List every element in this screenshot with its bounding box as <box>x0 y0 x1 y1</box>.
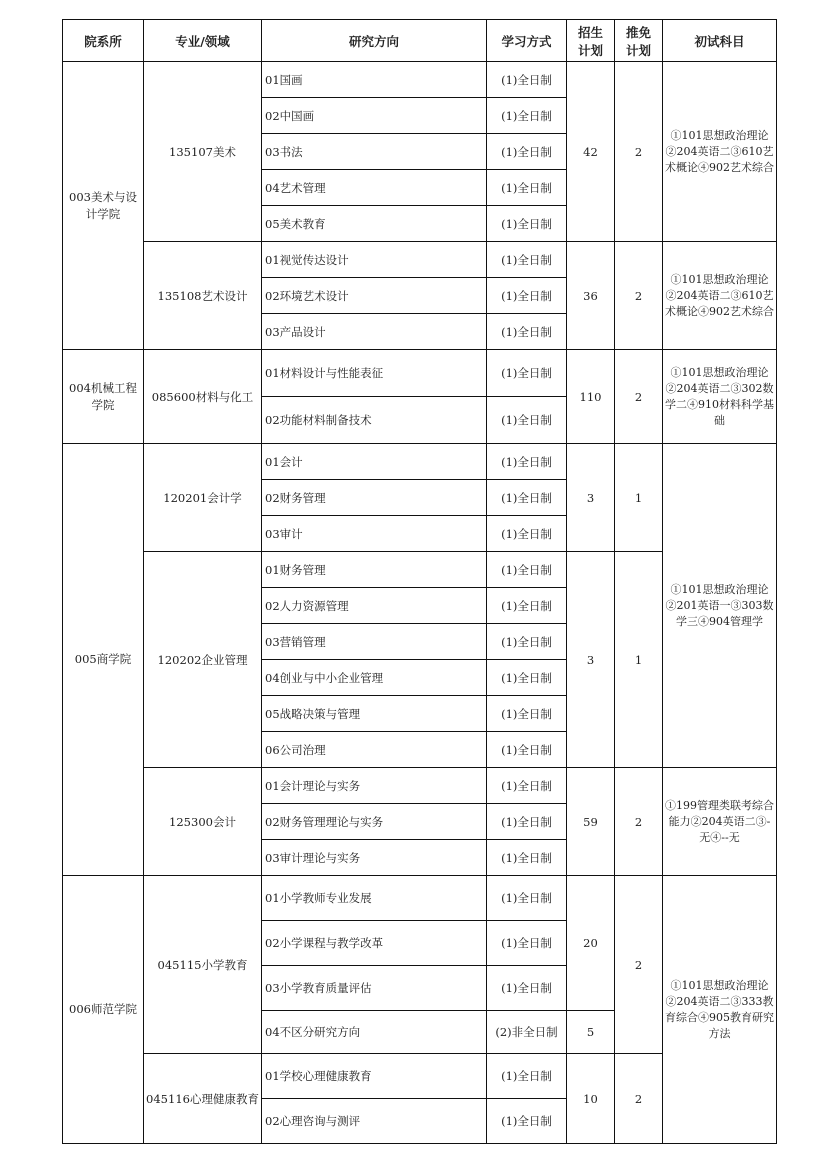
direction-cell: 03书法 <box>262 134 487 170</box>
exempt-cell: 2 <box>615 62 663 242</box>
mode-cell: (1)全日制 <box>487 696 567 732</box>
plan-cell: 42 <box>567 62 615 242</box>
direction-cell: 03审计 <box>262 516 487 552</box>
plan-cell: 5 <box>567 1011 615 1054</box>
mode-cell: (1)全日制 <box>487 876 567 921</box>
direction-cell: 01小学教师专业发展 <box>262 876 487 921</box>
plan-cell: 10 <box>567 1054 615 1144</box>
mode-cell: (1)全日制 <box>487 588 567 624</box>
mode-cell: (1)全日制 <box>487 660 567 696</box>
mode-cell: (1)全日制 <box>487 350 567 397</box>
direction-cell: 06公司治理 <box>262 732 487 768</box>
mode-cell: (1)全日制 <box>487 314 567 350</box>
direction-cell: 04艺术管理 <box>262 170 487 206</box>
mode-cell: (1)全日制 <box>487 624 567 660</box>
direction-cell: 02人力资源管理 <box>262 588 487 624</box>
college-cell: 005商学院 <box>63 444 144 876</box>
plan-cell: 3 <box>567 552 615 768</box>
mode-cell: (2)非全日制 <box>487 1011 567 1054</box>
exam-subjects-cell: ①101思想政治理论②204英语二③610艺术概论④902艺术综合 <box>663 62 777 242</box>
major-cell: 085600材料与化工 <box>144 350 262 444</box>
direction-cell: 01学校心理健康教育 <box>262 1054 487 1099</box>
plan-cell: 59 <box>567 768 615 876</box>
mode-cell: (1)全日制 <box>487 206 567 242</box>
mode-cell: (1)全日制 <box>487 1054 567 1099</box>
exam-subjects-cell: ①101思想政治理论②204英语二③610艺术概论④902艺术综合 <box>663 242 777 350</box>
direction-cell: 02财务管理理论与实务 <box>262 804 487 840</box>
mode-cell: (1)全日制 <box>487 242 567 278</box>
major-cell: 045115小学教育 <box>144 876 262 1054</box>
mode-cell: (1)全日制 <box>487 397 567 444</box>
exempt-cell: 2 <box>615 876 663 1054</box>
header-exempt: 推免 计划 <box>615 20 663 62</box>
mode-cell: (1)全日制 <box>487 170 567 206</box>
direction-cell: 02功能材料制备技术 <box>262 397 487 444</box>
exempt-cell: 1 <box>615 552 663 768</box>
direction-cell: 02环境艺术设计 <box>262 278 487 314</box>
header-row <box>63 20 777 62</box>
exam-subjects-cell: ①199管理类联考综合能力②204英语二③-无④--无 <box>663 768 777 876</box>
mode-cell: (1)全日制 <box>487 98 567 134</box>
college-cell: 004机械工程学院 <box>63 350 144 444</box>
header-exam: 初试科目 <box>663 20 777 62</box>
college-cell: 003美术与设计学院 <box>63 62 144 350</box>
direction-cell: 01视觉传达设计 <box>262 242 487 278</box>
mode-cell: (1)全日制 <box>487 921 567 966</box>
major-cell: 120201会计学 <box>144 444 262 552</box>
direction-cell: 01会计理论与实务 <box>262 768 487 804</box>
mode-cell: (1)全日制 <box>487 804 567 840</box>
mode-cell: (1)全日制 <box>487 966 567 1011</box>
direction-cell: 04创业与中小企业管理 <box>262 660 487 696</box>
table-row <box>63 444 777 480</box>
mode-cell: (1)全日制 <box>487 278 567 314</box>
plan-cell: 3 <box>567 444 615 552</box>
mode-cell: (1)全日制 <box>487 1099 567 1144</box>
mode-cell: (1)全日制 <box>487 768 567 804</box>
direction-cell: 02中国画 <box>262 98 487 134</box>
mode-cell: (1)全日制 <box>487 840 567 876</box>
mode-cell: (1)全日制 <box>487 444 567 480</box>
exam-subjects-cell: ①101思想政治理论②204英语二③333教育综合④905教育研究方法 <box>663 876 777 1144</box>
major-cell: 125300会计 <box>144 768 262 876</box>
header-college: 院系所 <box>63 20 144 62</box>
table-row <box>63 876 777 921</box>
direction-cell: 03产品设计 <box>262 314 487 350</box>
direction-cell: 04不区分研究方向 <box>262 1011 487 1054</box>
direction-cell: 01会计 <box>262 444 487 480</box>
plan-cell: 110 <box>567 350 615 444</box>
mode-cell: (1)全日制 <box>487 552 567 588</box>
direction-cell: 01材料设计与性能表征 <box>262 350 487 397</box>
major-cell: 135107美术 <box>144 62 262 242</box>
plan-cell: 20 <box>567 876 615 1011</box>
direction-cell: 02心理咨询与测评 <box>262 1099 487 1144</box>
mode-cell: (1)全日制 <box>487 134 567 170</box>
college-cell: 006师范学院 <box>63 876 144 1144</box>
mode-cell: (1)全日制 <box>487 480 567 516</box>
direction-cell: 03审计理论与实务 <box>262 840 487 876</box>
mode-cell: (1)全日制 <box>487 516 567 552</box>
exam-subjects-cell: ①101思想政治理论②204英语二③302数学二④910材料科学基础 <box>663 350 777 444</box>
exempt-cell: 2 <box>615 1054 663 1144</box>
direction-cell: 02财务管理 <box>262 480 487 516</box>
table-row <box>63 242 777 278</box>
header-major: 专业/领域 <box>144 20 262 62</box>
direction-cell: 05战略决策与管理 <box>262 696 487 732</box>
table-row <box>63 62 777 98</box>
table-row <box>63 350 777 397</box>
direction-cell: 03营销管理 <box>262 624 487 660</box>
major-cell: 135108艺术设计 <box>144 242 262 350</box>
mode-cell: (1)全日制 <box>487 732 567 768</box>
direction-cell: 05美术教育 <box>262 206 487 242</box>
direction-cell: 01财务管理 <box>262 552 487 588</box>
major-cell: 045116心理健康教育 <box>144 1054 262 1144</box>
table-row <box>63 768 777 804</box>
exempt-cell: 1 <box>615 444 663 552</box>
major-cell: 120202企业管理 <box>144 552 262 768</box>
exempt-cell: 2 <box>615 768 663 876</box>
header-direction: 研究方向 <box>262 20 487 62</box>
exam-subjects-cell: ①101思想政治理论②201英语一③303数学三④904管理学 <box>663 444 777 768</box>
exempt-cell: 2 <box>615 242 663 350</box>
direction-cell: 02小学课程与教学改革 <box>262 921 487 966</box>
plan-cell: 36 <box>567 242 615 350</box>
direction-cell: 03小学教育质量评估 <box>262 966 487 1011</box>
enrollment-table <box>62 19 777 1144</box>
direction-cell: 01国画 <box>262 62 487 98</box>
exempt-cell: 2 <box>615 350 663 444</box>
header-plan: 招生 计划 <box>567 20 615 62</box>
header-mode: 学习方式 <box>487 20 567 62</box>
mode-cell: (1)全日制 <box>487 62 567 98</box>
